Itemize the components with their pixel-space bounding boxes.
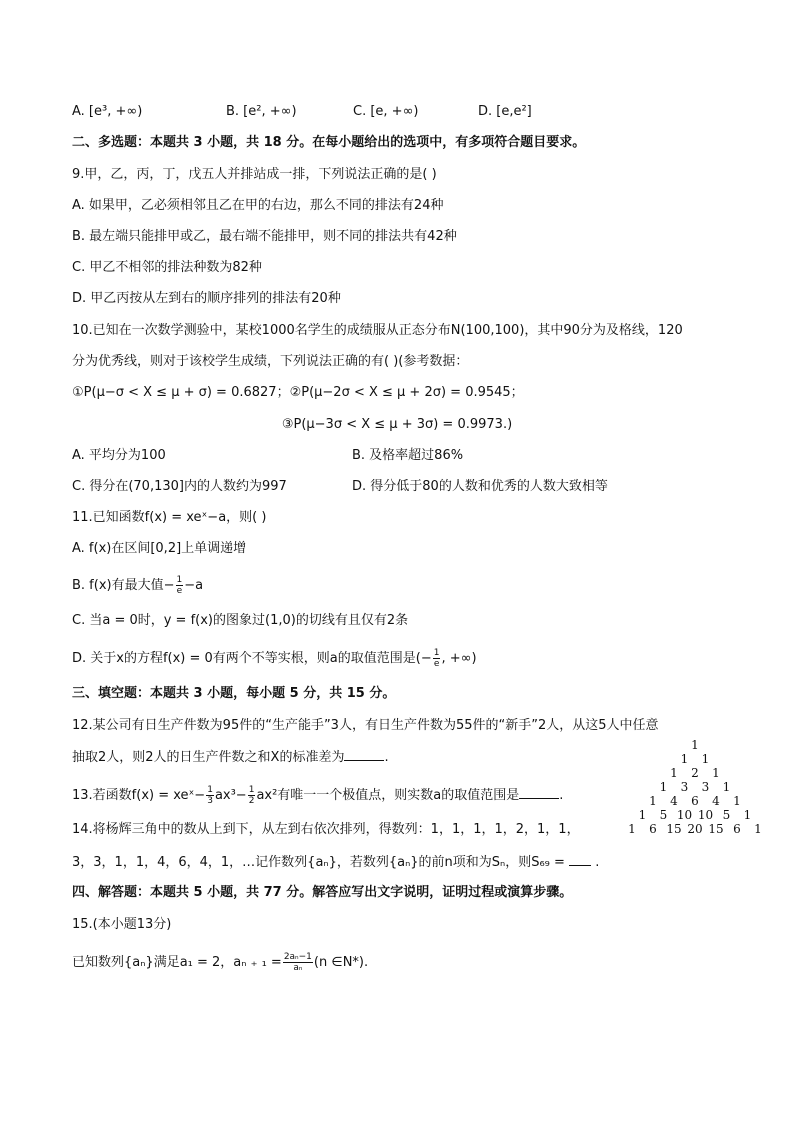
pascal-triangle-figure <box>620 738 770 838</box>
pascal-triangle-number: 6 <box>733 822 741 836</box>
pascal-triangle-number: 6 <box>691 794 699 808</box>
pascal-triangle-number: 10 <box>676 808 693 822</box>
section-4-heading: 四、解答题：本题共 5 小题，共 77 分。解答应写出文字说明，证明过程或演算步骤。 <box>72 885 573 900</box>
q11-option-a: A. f(x)在区间[0,2]上单调递增 <box>72 541 247 556</box>
q11-option-d-text: D. 关于x的方程f(x) = 0有两个不等实根，则a的取值范围是(− <box>72 651 432 666</box>
pascal-triangle-number: 1 <box>649 794 657 808</box>
q14-answer-blank[interactable] <box>569 853 591 866</box>
q11-option-b-fraction: $\frac{1}{e}$ <box>176 575 183 596</box>
pascal-triangle-number: 15 <box>666 822 682 836</box>
q11-option-d-fraction: $\frac{1}{e}$ <box>433 648 440 669</box>
pascal-triangle-number: 3 <box>680 780 689 794</box>
q10-option-b: B. 及格率超过86% <box>352 448 464 463</box>
section-3-heading: 三、填空题：本题共 3 小题，每小题 5 分，共 15 分。 <box>72 686 396 701</box>
pascal-triangle-number: 1 <box>733 794 741 808</box>
q11-option-c: C. 当a = 0时，y = f(x)的图象过(1,0)的切线有且仅有2条 <box>72 613 409 628</box>
q10-reference-data-2: ③P(μ−3σ < X ≤ μ + 3σ) = 0.9973.) <box>281 417 513 432</box>
q10-reference-data-1: ①P(μ−σ < X ≤ μ + σ) = 0.6827；②P(μ−2σ < X ≤ μ + 2σ) = 0.9545； <box>72 385 524 400</box>
q12-answer-blank[interactable] <box>344 748 384 761</box>
q9-option-a: A. 如果甲，乙必须相邻且乙在甲的右边，那么不同的排法有24种 <box>72 198 444 213</box>
pascal-triangle-number: 1 <box>701 752 710 766</box>
pascal-triangle-number: 20 <box>687 822 703 836</box>
q11-option-b: B. f(x)有最大值− $\frac{1}{e}$ −a <box>72 575 204 596</box>
q9-option-c: C. 甲乙不相邻的排法种数为82种 <box>72 260 262 275</box>
pascal-triangle-number: 4 <box>670 794 678 808</box>
q8-option-b: B. [e², +∞) <box>226 104 297 119</box>
q11-stem: 11.已知函数f(x) = xeˣ−a，则( ) <box>72 510 267 525</box>
pascal-triangle-number: 1 <box>722 780 731 794</box>
pascal-triangle-number: 15 <box>708 822 724 836</box>
q12-line2: 抽取2人，则2人的日生产件数之和X的标准差为 . <box>72 750 389 765</box>
pascal-triangle-number: 5 <box>722 808 731 822</box>
pascal-triangle-number: 1 <box>628 822 636 836</box>
pascal-triangle-number: 1 <box>743 808 752 822</box>
pascal-triangle-number: 10 <box>697 808 714 822</box>
pascal-triangle-number: 3 <box>701 780 710 794</box>
q11-option-d: D. 关于x的方程f(x) = 0有两个不等实根，则a的取值范围是(− $\frac{1}{e}$ , +∞) <box>72 648 477 669</box>
q13-stem: 13.若函数f(x) = xeˣ− $\frac{1}{3}$ ax³− $\frac{1}{2}$ ax²有唯一一个极值点，则实数a的取值范围是 . <box>72 785 564 806</box>
q14-line1: 14.将杨辉三角中的数从上到下，从左到右依次排列，得数列：1，1，1，1，2，1，1， <box>72 822 580 837</box>
q15-title: 15.(本小题13分) <box>72 917 172 932</box>
section-2-heading: 二、多选题：本题共 3 小题，共 18 分。在每小题给出的选项中，有多项符合题目要求。 <box>72 135 586 150</box>
pascal-triangle-number: 6 <box>649 822 657 836</box>
q8-option-a: A. [e³, +∞) <box>72 104 143 119</box>
q10-option-a: A. 平均分为100 <box>72 448 166 463</box>
pascal-triangle-number: 2 <box>691 766 699 780</box>
q13-fraction-one-third: $\frac{1}{3}$ <box>207 785 213 806</box>
q8-option-c: C. [e, +∞) <box>353 104 419 119</box>
q8-option-d: D. [e,e²] <box>478 104 532 119</box>
q13-fraction-one-half: $\frac{1}{2}$ <box>248 785 255 806</box>
q13-answer-blank[interactable] <box>519 786 559 799</box>
pascal-triangle-number: 1 <box>670 766 678 780</box>
pascal-triangle-number: 1 <box>638 808 647 822</box>
pascal-triangle-number: 5 <box>659 808 668 822</box>
q10-stem-line1: 10.已知在一次数学测验中，某校1000名学生的成绩服从正态分布N(100,100)，其中90分为及格线，120 <box>72 323 683 338</box>
q10-option-d: D. 得分低于80的人数和优秀的人数大致相等 <box>352 479 608 494</box>
q10-stem-line2: 分为优秀线，则对于该校学生成绩，下列说法正确的有( )(参考数据： <box>72 354 469 369</box>
pascal-triangle-number: 1 <box>691 738 699 752</box>
pascal-triangle-number: 4 <box>712 794 720 808</box>
q12-line1: 12.某公司有日生产件数为95件的“生产能手”3人，有日生产件数为55件的“新手”2人，从这5人中任意 <box>72 718 659 733</box>
pascal-triangle-number: 1 <box>712 766 720 780</box>
pascal-triangle-number: 1 <box>754 822 762 836</box>
q9-option-b: B. 最左端只能排甲或乙，最右端不能排甲，则不同的排法共有42种 <box>72 229 457 244</box>
q11-option-b-text: B. f(x)有最大值− <box>72 578 175 593</box>
q9-stem: 9.甲，乙，丙，丁，戊五人并排站成一排，下列说法正确的是( ) <box>72 167 437 182</box>
q15-recurrence-fraction: $\frac{\text{2aₙ−1}}{\text{aₙ}}$ <box>283 952 312 973</box>
q9-option-d: D. 甲乙丙按从左到右的顺序排列的排法有20种 <box>72 291 341 306</box>
pascal-triangle-number: 1 <box>659 780 668 794</box>
q10-option-c: C. 得分在(70,130]内的人数约为997 <box>72 479 287 494</box>
q14-line2: 3，3，1，1，4，6，4，1，…记作数列{aₙ}，若数列{aₙ}的前n项和为Sₙ，则S₆₉ = . <box>72 855 600 870</box>
q15-stem: 已知数列{aₙ}满足a₁ = 2，aₙ ₊ ₁ = $\frac{\text{2aₙ−1}}{\text{aₙ}}$ (n ∈N*). <box>72 952 369 973</box>
pascal-triangle-number: 1 <box>680 752 689 766</box>
